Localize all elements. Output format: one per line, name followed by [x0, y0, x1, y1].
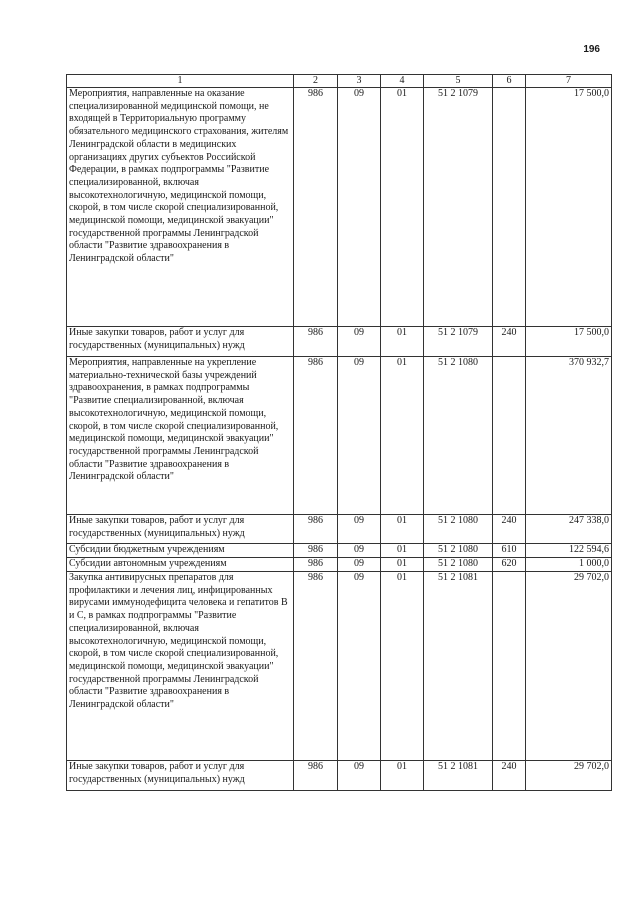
page-number: 196	[583, 44, 600, 55]
row-col-5: 51 2 1080	[424, 558, 493, 572]
row-col-3: 09	[338, 761, 381, 791]
row-col-3: 09	[338, 544, 381, 558]
row-col-3: 09	[338, 88, 381, 327]
row-col-4: 01	[381, 544, 424, 558]
budget-table	[66, 74, 612, 791]
row-amount: 247 338,0	[526, 515, 612, 544]
row-col-5: 51 2 1081	[424, 572, 493, 761]
row-col-5: 51 2 1079	[424, 327, 493, 357]
row-col-6: 240	[493, 515, 526, 544]
row-amount: 29 702,0	[526, 761, 612, 791]
row-col-5: 51 2 1079	[424, 88, 493, 327]
row-col-2: 986	[294, 327, 338, 357]
row-col-3: 09	[338, 515, 381, 544]
header-col-5: 5	[424, 75, 493, 88]
row-col-4: 01	[381, 761, 424, 791]
row-col-2: 986	[294, 761, 338, 791]
row-description: Иные закупки товаров, работ и услуг для государственных (муниципальных) нужд	[67, 761, 294, 791]
row-col-2: 986	[294, 357, 338, 515]
row-col-6	[493, 88, 526, 327]
row-col-5: 51 2 1080	[424, 544, 493, 558]
table-header-row	[67, 75, 612, 88]
row-col-3: 09	[338, 572, 381, 761]
row-col-4: 01	[381, 572, 424, 761]
table-row	[67, 357, 612, 515]
row-col-4: 01	[381, 88, 424, 327]
row-description: Иные закупки товаров, работ и услуг для государственных (муниципальных) нужд	[67, 327, 294, 357]
row-col-6: 610	[493, 544, 526, 558]
row-description: Мероприятия, направленные на укрепление материально-технической базы учреждений здравоохранения, в рамках подпрограммы "Развитие специализированной, включая высокотехнологичную, медицинской помощи, скорой, в том числе скорой специализированной, медицинской помощи, медицинской эвакуации" государственной программы Ленинградской области "Развитие здравоохранения в Ленинградской области"	[67, 357, 294, 515]
row-col-5: 51 2 1080	[424, 515, 493, 544]
row-col-6: 240	[493, 327, 526, 357]
row-amount: 370 932,7	[526, 357, 612, 515]
row-col-4: 01	[381, 515, 424, 544]
row-col-5: 51 2 1080	[424, 357, 493, 515]
row-amount: 1 000,0	[526, 558, 612, 572]
row-col-3: 09	[338, 327, 381, 357]
row-col-3: 09	[338, 558, 381, 572]
row-amount: 122 594,6	[526, 544, 612, 558]
row-col-2: 986	[294, 88, 338, 327]
table-row	[67, 544, 612, 558]
row-amount: 17 500,0	[526, 327, 612, 357]
row-col-6	[493, 572, 526, 761]
header-col-1: 1	[67, 75, 294, 88]
table-row	[67, 558, 612, 572]
header-col-7: 7	[526, 75, 612, 88]
row-col-6: 240	[493, 761, 526, 791]
row-description: Иные закупки товаров, работ и услуг для государственных (муниципальных) нужд	[67, 515, 294, 544]
table-row	[67, 515, 612, 544]
header-col-2: 2	[294, 75, 338, 88]
row-col-4: 01	[381, 357, 424, 515]
row-description: Мероприятия, направленные на оказание специализированной медицинской помощи, не входящей в Территориальную программу обязательного медицинского страхования, жителям Ленинградской области в медицинских организациях других субъектов Российской Федерации, в рамках подпрограммы "Развитие специализированной, включая высокотехнологичную, медицинской помощи, скорой, в том числе скорой специализированной, медицинской помощи, медицинской эвакуации" государственной программы Ленинградской области "Развитие здравоохранения в Ленинградской области"	[67, 88, 294, 327]
row-col-3: 09	[338, 357, 381, 515]
row-col-6: 620	[493, 558, 526, 572]
table-row	[67, 761, 612, 791]
row-col-2: 986	[294, 544, 338, 558]
row-description: Субсидии бюджетным учреждениям	[67, 544, 294, 558]
header-col-3: 3	[338, 75, 381, 88]
row-col-4: 01	[381, 558, 424, 572]
row-col-5: 51 2 1081	[424, 761, 493, 791]
header-col-4: 4	[381, 75, 424, 88]
table-row	[67, 327, 612, 357]
row-amount: 17 500,0	[526, 88, 612, 327]
row-col-2: 986	[294, 572, 338, 761]
row-amount: 29 702,0	[526, 572, 612, 761]
row-col-4: 01	[381, 327, 424, 357]
row-col-6	[493, 357, 526, 515]
row-col-2: 986	[294, 515, 338, 544]
row-description: Субсидии автономным учреждениям	[67, 558, 294, 572]
row-description: Закупка антивирусных препаратов для профилактики и лечения лиц, инфицированных вирусами иммунодефицита человека и гепатитов В и С, в рамках подпрограммы "Развитие специализированной, включая высокотехнологичную, медицинской помощи, скорой, в том числе скорой специализированной, медицинской помощи, медицинской эвакуации" государственной программы Ленинградской области "Развитие здравоохранения в Ленинградской области"	[67, 572, 294, 761]
table-row	[67, 88, 612, 327]
table-row	[67, 572, 612, 761]
header-col-6: 6	[493, 75, 526, 88]
row-col-2: 986	[294, 558, 338, 572]
